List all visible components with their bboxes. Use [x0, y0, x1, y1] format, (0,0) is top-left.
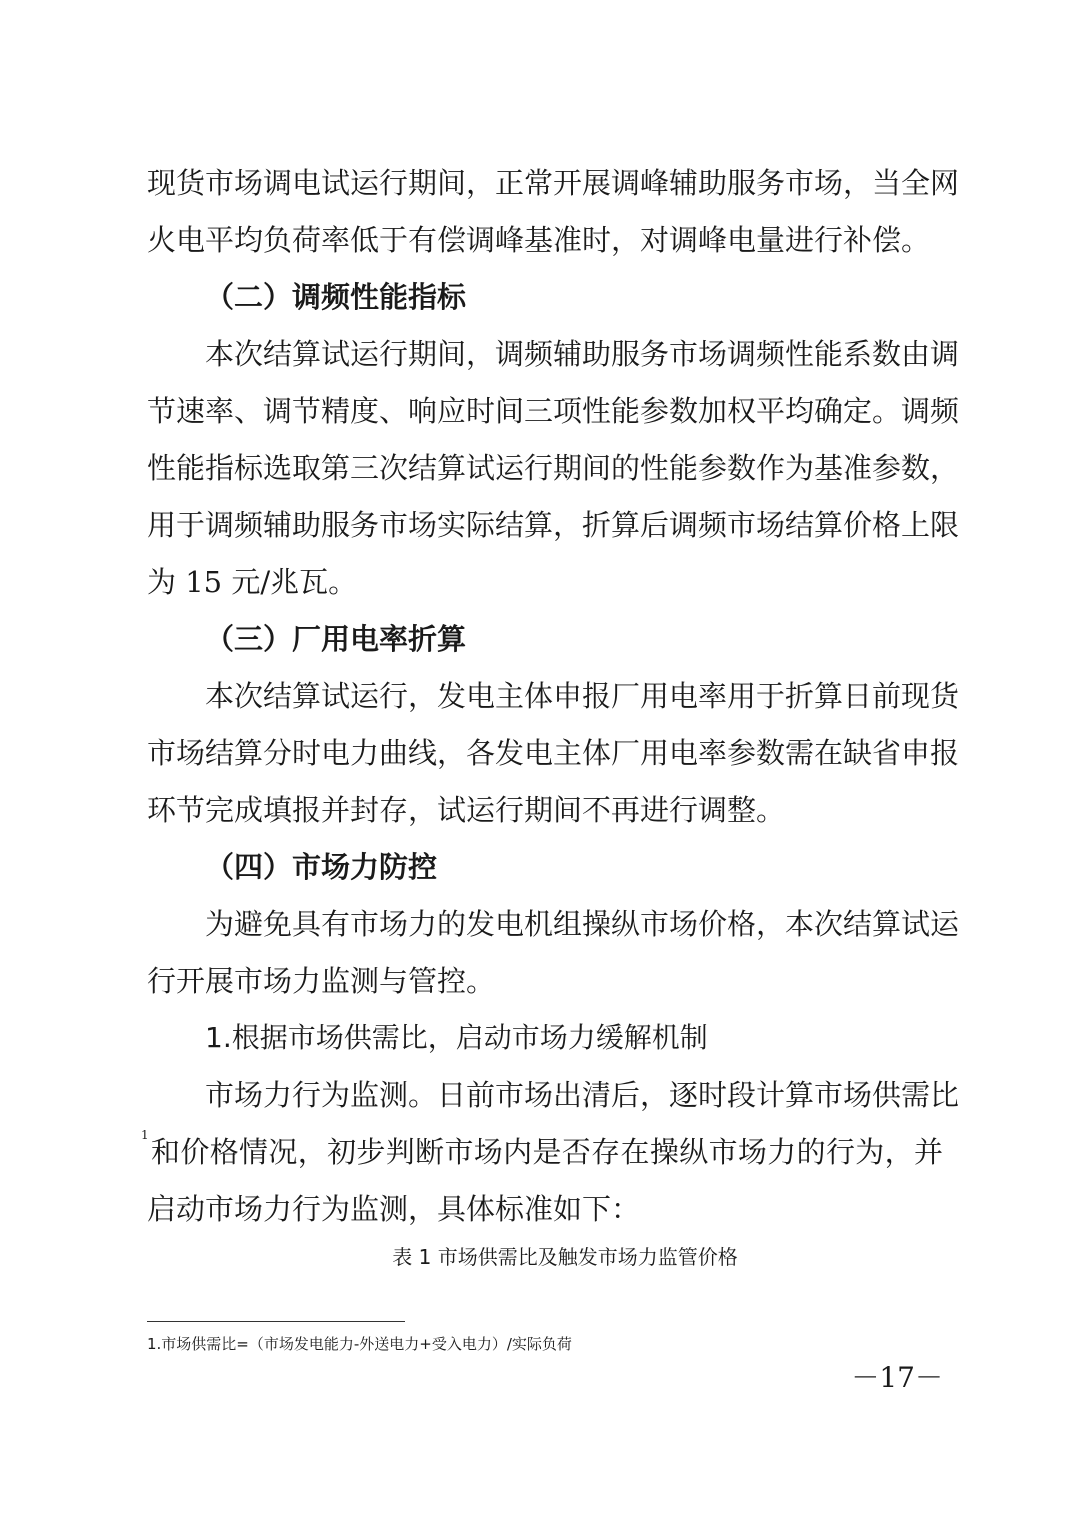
paragraph-line: 用于调频辅助服务市场实际结算，折算后调频市场结算价格上限 [147, 508, 960, 542]
section-heading: （二）调频性能指标 [205, 280, 467, 314]
footnote-divider [147, 1321, 405, 1322]
section-heading: （四）市场力防控 [205, 850, 438, 884]
paragraph-line: 行开展市场力监测与管控。 [147, 964, 496, 998]
paragraph-line: 市场结算分时电力曲线，各发电主体厂用电率参数需在缺省申报 [147, 736, 960, 770]
paragraph-line: 启动市场力行为监测，具体标准如下： [147, 1192, 641, 1226]
section-heading: （三）厂用电率折算 [205, 622, 467, 656]
paragraph-line: 和价格情况，初步判断市场内是否存在操纵市场力的行为，并 [151, 1135, 943, 1169]
paragraph-line: 本次结算试运行，发电主体申报厂用电率用于折算日前现货 [205, 679, 960, 713]
paragraph-line: 为 15 元/兆瓦。 [147, 565, 358, 599]
paragraph-line: 节速率、调节精度、响应时间三项性能参数加权平均确定。调频 [147, 394, 960, 428]
paragraph-line: 性能指标选取第三次结算试运行期间的性能参数作为基准参数， [147, 451, 960, 485]
table-caption: 表 1 市场供需比及触发市场力监管价格 [392, 1245, 738, 1269]
subsection-title: 1.根据市场供需比，启动市场力缓解机制 [205, 1021, 708, 1054]
footnote-marker: 1 [141, 1128, 149, 1142]
paragraph-line: 本次结算试运行期间，调频辅助服务市场调频性能系数由调 [205, 337, 960, 371]
paragraph-line: 市场力行为监测。日前市场出清后，逐时段计算市场供需比 [205, 1078, 960, 1112]
paragraph-line: 环节完成填报并封存，试运行期间不再进行调整。 [147, 793, 786, 827]
footnote: 1.市场供需比=（市场发电能力-外送电力+受入电力）/实际负荷 [147, 1335, 572, 1353]
paragraph-line: 现货市场调电试运行期间，正常开展调峰辅助服务市场，当全网 [147, 166, 960, 200]
page-number: －17－ [851, 1361, 943, 1394]
paragraph-line: 火电平均负荷率低于有偿调峰基准时，对调峰电量进行补偿。 [147, 223, 931, 257]
paragraph-line: 为避免具有市场力的发电机组操纵市场价格，本次结算试运 [205, 907, 960, 941]
